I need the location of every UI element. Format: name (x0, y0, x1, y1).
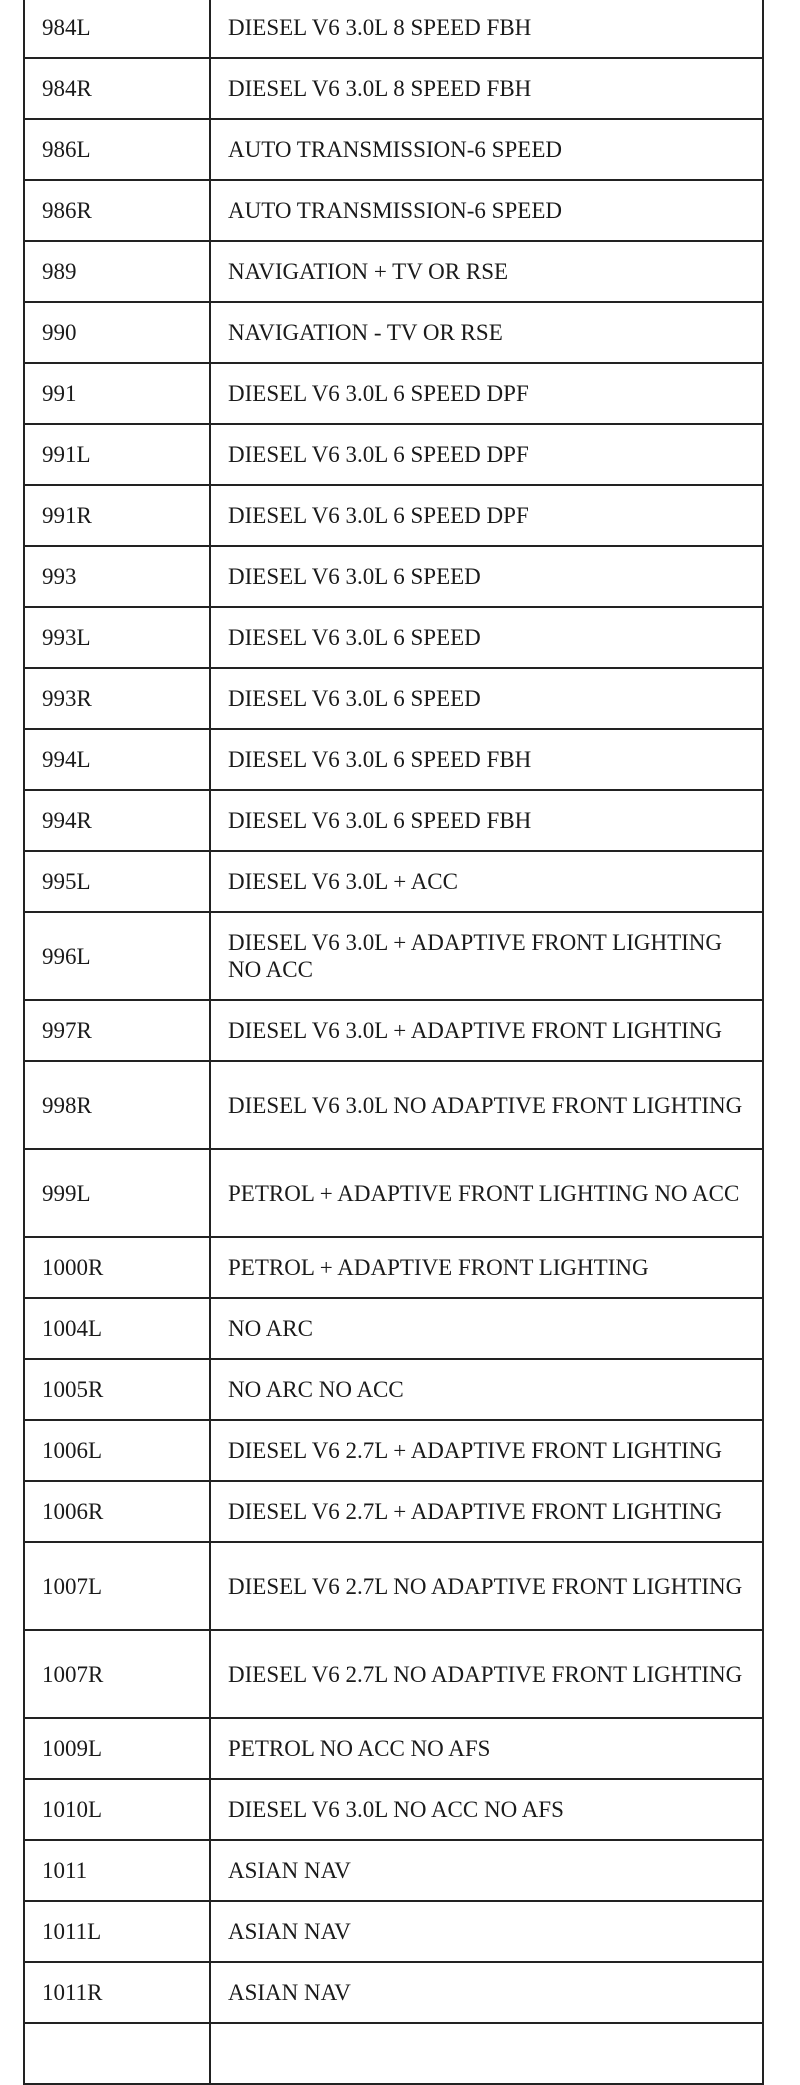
option-description-cell: DIESEL V6 3.0L 6 SPEED (210, 607, 763, 668)
document-table (23, 0, 764, 2085)
table-row (24, 851, 763, 912)
option-code-cell: 995L (24, 851, 210, 912)
option-code-cell: 1005R (24, 1359, 210, 1420)
table-row (24, 1149, 763, 1237)
option-description-cell: NAVIGATION + TV OR RSE (210, 241, 763, 302)
option-description-cell: AUTO TRANSMISSION-6 SPEED (210, 119, 763, 180)
option-code-cell: 1004L (24, 1298, 210, 1359)
option-code-cell: 991R (24, 485, 210, 546)
table-row (24, 180, 763, 241)
option-code-cell: 1009L (24, 1718, 210, 1779)
table-row (24, 1542, 763, 1630)
option-code-cell: 994L (24, 729, 210, 790)
option-code-cell: 993 (24, 546, 210, 607)
option-code-cell: 1006R (24, 1481, 210, 1542)
option-code-cell: 1011 (24, 1840, 210, 1901)
table-row (24, 790, 763, 851)
option-description-cell: DIESEL V6 2.7L + ADAPTIVE FRONT LIGHTING (210, 1420, 763, 1481)
option-description-cell: PETROL + ADAPTIVE FRONT LIGHTING (210, 1237, 763, 1298)
option-code-cell: 1007R (24, 1630, 210, 1718)
option-description-cell: PETROL NO ACC NO AFS (210, 1718, 763, 1779)
option-description-cell: DIESEL V6 3.0L 6 SPEED FBH (210, 729, 763, 790)
table-row (24, 58, 763, 119)
table-row (24, 1962, 763, 2023)
table-row (24, 424, 763, 485)
option-description-cell: DIESEL V6 3.0L 6 SPEED DPF (210, 424, 763, 485)
option-code-cell: 993R (24, 668, 210, 729)
table-row (24, 1779, 763, 1840)
table-body (24, 0, 763, 2084)
table-row (24, 485, 763, 546)
option-description-cell: DIESEL V6 3.0L 6 SPEED DPF (210, 485, 763, 546)
option-code-cell: 990 (24, 302, 210, 363)
option-description-cell: NO ARC NO ACC (210, 1359, 763, 1420)
option-description-cell: PETROL + ADAPTIVE FRONT LIGHTING NO ACC (210, 1149, 763, 1237)
option-code-cell: 991L (24, 424, 210, 485)
option-description-cell: AUTO TRANSMISSION-6 SPEED (210, 180, 763, 241)
code-description-table (23, 0, 764, 2085)
table-row (24, 1237, 763, 1298)
table-row (24, 912, 763, 1000)
option-description-cell: NO ARC (210, 1298, 763, 1359)
table-row (24, 729, 763, 790)
option-code-cell: 999L (24, 1149, 210, 1237)
option-description-cell (210, 2023, 763, 2084)
option-code-cell: 996L (24, 912, 210, 1000)
table-row (24, 1630, 763, 1718)
option-code-cell: 989 (24, 241, 210, 302)
option-description-cell: ASIAN NAV (210, 1962, 763, 2023)
option-code-cell: 1000R (24, 1237, 210, 1298)
option-description-cell: NAVIGATION - TV OR RSE (210, 302, 763, 363)
table-row (24, 302, 763, 363)
option-description-cell: DIESEL V6 3.0L + ADAPTIVE FRONT LIGHTING (210, 1000, 763, 1061)
table-row (24, 0, 763, 58)
option-description-cell: DIESEL V6 3.0L NO ACC NO AFS (210, 1779, 763, 1840)
option-code-cell: 1006L (24, 1420, 210, 1481)
table-row (24, 241, 763, 302)
option-code-cell: 991 (24, 363, 210, 424)
table-row (24, 1420, 763, 1481)
option-code-cell: 1011R (24, 1962, 210, 2023)
option-description-cell: DIESEL V6 2.7L NO ADAPTIVE FRONT LIGHTING (210, 1630, 763, 1718)
option-description-cell: DIESEL V6 3.0L 6 SPEED (210, 668, 763, 729)
option-description-cell: DIESEL V6 3.0L NO ADAPTIVE FRONT LIGHTING (210, 1061, 763, 1149)
table-row (24, 668, 763, 729)
table-row (24, 119, 763, 180)
table-row (24, 607, 763, 668)
table-row (24, 1298, 763, 1359)
option-code-cell: 984L (24, 0, 210, 58)
option-description-cell: DIESEL V6 3.0L 8 SPEED FBH (210, 0, 763, 58)
table-row (24, 1718, 763, 1779)
option-description-cell: DIESEL V6 3.0L + ADAPTIVE FRONT LIGHTING NO ACC (210, 912, 763, 1000)
option-description-cell: DIESEL V6 3.0L 6 SPEED FBH (210, 790, 763, 851)
table-row (24, 1481, 763, 1542)
table-row (24, 1061, 763, 1149)
option-description-cell: DIESEL V6 3.0L 6 SPEED (210, 546, 763, 607)
table-row (24, 1000, 763, 1061)
option-code-cell: 994R (24, 790, 210, 851)
option-description-cell: DIESEL V6 3.0L + ACC (210, 851, 763, 912)
table-row (24, 1901, 763, 1962)
option-description-cell: DIESEL V6 3.0L 8 SPEED FBH (210, 58, 763, 119)
table-row (24, 1840, 763, 1901)
option-description-cell: DIESEL V6 3.0L 6 SPEED DPF (210, 363, 763, 424)
option-code-cell: 1011L (24, 1901, 210, 1962)
table-row (24, 363, 763, 424)
table-row (24, 1359, 763, 1420)
option-code-cell: 993L (24, 607, 210, 668)
option-description-cell: ASIAN NAV (210, 1901, 763, 1962)
option-code-cell: 986L (24, 119, 210, 180)
option-code-cell (24, 2023, 210, 2084)
table-row (24, 2023, 763, 2084)
option-description-cell: ASIAN NAV (210, 1840, 763, 1901)
option-code-cell: 984R (24, 58, 210, 119)
option-description-cell: DIESEL V6 2.7L NO ADAPTIVE FRONT LIGHTING (210, 1542, 763, 1630)
option-code-cell: 986R (24, 180, 210, 241)
option-code-cell: 998R (24, 1061, 210, 1149)
option-description-cell: DIESEL V6 2.7L + ADAPTIVE FRONT LIGHTING (210, 1481, 763, 1542)
option-code-cell: 997R (24, 1000, 210, 1061)
option-code-cell: 1010L (24, 1779, 210, 1840)
table-row (24, 546, 763, 607)
option-code-cell: 1007L (24, 1542, 210, 1630)
